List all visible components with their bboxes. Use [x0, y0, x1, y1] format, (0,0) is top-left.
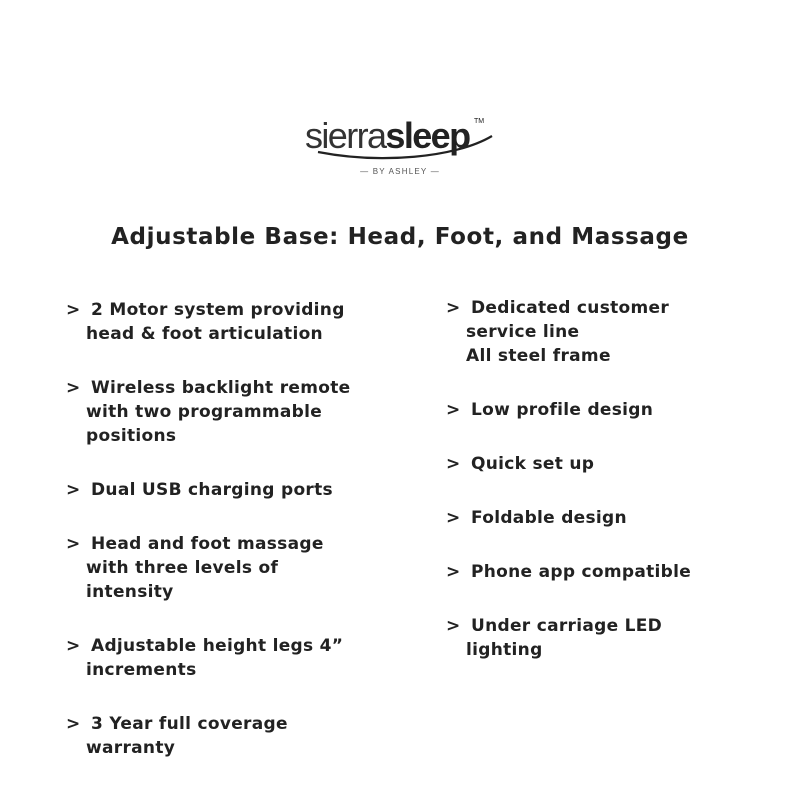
brand-logo — [0, 112, 800, 182]
feature-text: 2 Motor system providing head & foot articulation — [86, 300, 345, 344]
feature-item — [446, 614, 776, 662]
bullet-marker: > — [66, 534, 81, 554]
bullet-marker: > — [446, 616, 461, 636]
feature-extra-text: All steel frame — [466, 346, 611, 366]
features-right-column — [446, 296, 776, 692]
bullet-marker: > — [66, 636, 81, 656]
feature-text: Under carriage LED lighting — [466, 616, 663, 660]
feature-item — [446, 452, 776, 476]
feature-text: Dual USB charging ports — [91, 480, 333, 500]
feature-text: Dedicated customer service line — [466, 298, 670, 342]
feature-item — [446, 296, 776, 368]
feature-text: Low profile design — [471, 400, 654, 420]
feature-item — [66, 532, 406, 604]
feature-text: Quick set up — [471, 454, 595, 474]
feature-text: Wireless backlight remote with two programmable positions — [86, 378, 351, 446]
bullet-marker: > — [66, 480, 81, 500]
feature-text: Foldable design — [471, 508, 627, 528]
bullet-marker: > — [66, 378, 81, 398]
logo-word-bold: sleep — [385, 115, 470, 156]
logo-byline: — BY ASHLEY — — [360, 167, 440, 176]
feature-item — [66, 298, 406, 346]
feature-item — [66, 376, 406, 448]
bullet-marker: > — [446, 454, 461, 474]
feature-item — [66, 478, 406, 502]
feature-text: Adjustable height legs 4” increments — [86, 636, 344, 680]
feature-item — [66, 712, 406, 760]
bullet-marker: > — [446, 400, 461, 420]
logo-word-light: sierra — [305, 115, 386, 156]
feature-item — [66, 634, 406, 682]
feature-item — [446, 398, 776, 422]
bullet-marker: > — [66, 300, 81, 320]
feature-text: Head and foot massage with three levels of intensity — [86, 534, 324, 602]
feature-text: 3 Year full coverage warranty — [86, 714, 288, 758]
feature-item — [446, 560, 776, 584]
features-left-column — [66, 298, 406, 790]
feature-text: Phone app compatible — [471, 562, 692, 582]
bullet-marker: > — [446, 562, 461, 582]
feature-item — [446, 506, 776, 530]
bullet-marker: > — [446, 298, 461, 318]
bullet-marker: > — [66, 714, 81, 734]
bullet-marker: > — [446, 508, 461, 528]
logo-wordmark — [305, 114, 469, 158]
page-title: Adjustable Base: Head, Foot, and Massage — [111, 224, 689, 250]
logo-trademark: TM — [474, 118, 485, 125]
